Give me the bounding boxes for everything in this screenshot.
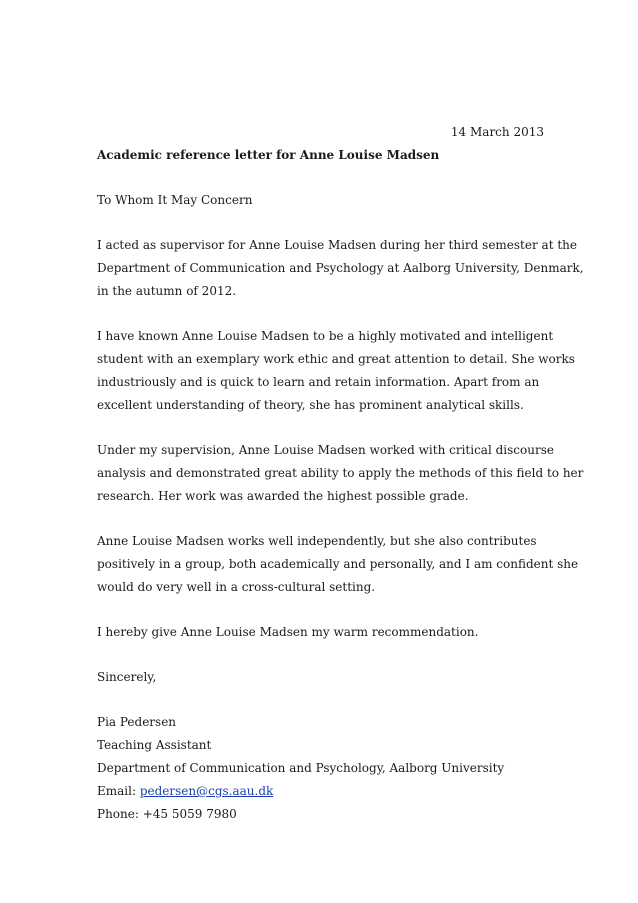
signature-department: Department of Communication and Psychology, Aalborg University <box>97 761 505 775</box>
paragraph-line: research. Her work was awarded the highest possible grade. <box>97 489 469 503</box>
signature-title: Teaching Assistant <box>97 738 212 752</box>
email-link[interactable]: pedersen@cgs.aau.dk <box>139 784 274 798</box>
letter-subject: Academic reference letter for Anne Louise Madsen <box>97 148 440 162</box>
signature-phone: Phone: +45 5059 7980 <box>97 807 237 821</box>
paragraph-line: industriously and is quick to learn and retain information. Apart from an <box>97 375 540 389</box>
paragraph-line: student with an exemplary work ethic and great attention to detail. She works <box>97 352 575 366</box>
signature-name: Pia Pedersen <box>97 715 177 729</box>
signature-email-line <box>97 783 547 799</box>
paragraph-recommendation: I hereby give Anne Louise Madsen my warm recommendation. <box>97 625 479 639</box>
paragraph-line: excellent understanding of theory, she has prominent analytical skills. <box>97 398 524 412</box>
email-label: Email: <box>97 784 140 798</box>
paragraph-line: Anne Louise Madsen works well independently, but she also contributes <box>97 534 537 548</box>
paragraph-line: in the autumn of 2012. <box>97 284 237 298</box>
paragraph-line: I have known Anne Louise Madsen to be a highly motivated and intelligent <box>97 329 554 343</box>
closing: Sincerely, <box>97 670 157 684</box>
paragraph-line: would do very well in a cross-cultural setting. <box>97 580 376 594</box>
paragraph-line: I acted as supervisor for Anne Louise Madsen during her third semester at the <box>97 238 577 252</box>
paragraph-line: analysis and demonstrated great ability to apply the methods of this field to her <box>97 466 584 480</box>
paragraph-line: Department of Communication and Psychology at Aalborg University, Denmark, <box>97 261 584 275</box>
salutation: To Whom It May Concern <box>97 193 253 207</box>
letter-date: 14 March 2013 <box>450 125 544 139</box>
paragraph-line: Under my supervision, Anne Louise Madsen worked with critical discourse <box>97 443 554 457</box>
paragraph-line: positively in a group, both academically and personally, and I am confident she <box>97 557 579 571</box>
